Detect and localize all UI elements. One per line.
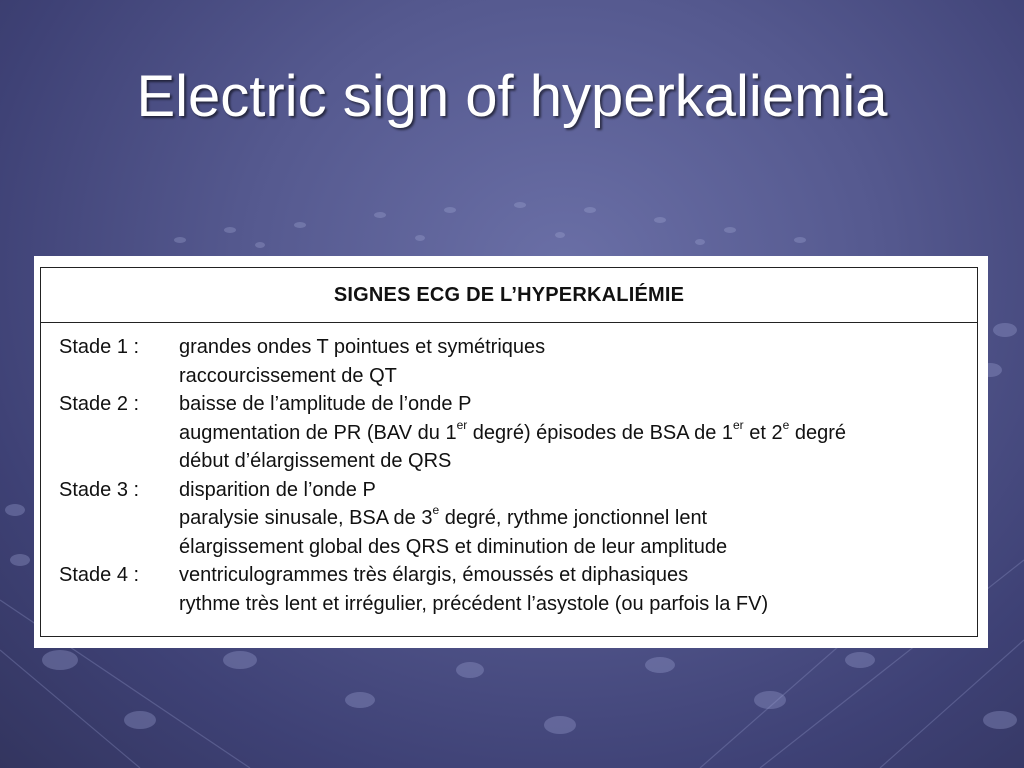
line-text: degré, rythme jonctionnel lent <box>439 507 708 529</box>
stage-line <box>179 561 977 590</box>
line-text: grandes ondes T pointues et symétriques <box>179 336 546 358</box>
table-body <box>41 323 977 618</box>
line-text: raccourcissement de QT <box>179 364 397 387</box>
stage-row <box>41 333 977 390</box>
stage-line <box>179 447 977 476</box>
stage-line <box>179 333 977 362</box>
slide-title: Electric sign of hyperkaliemia <box>136 64 888 129</box>
stage-line <box>179 390 977 419</box>
stage-label: Stade 3 : <box>59 478 140 501</box>
stage-description <box>179 333 977 390</box>
ecg-figure <box>34 256 988 648</box>
stage-line <box>179 504 977 533</box>
line-text: augmentation de PR (BAV du 1 <box>179 421 457 444</box>
superscript-text: er <box>733 417 744 432</box>
stage-line <box>179 419 977 448</box>
ecg-signs-table <box>40 267 978 637</box>
stage-description <box>179 390 977 476</box>
line-text: degré) épisodes de BSA de 1 <box>467 421 733 444</box>
stage-line <box>179 590 977 619</box>
superscript-text: e <box>432 503 440 518</box>
line-text: paralysie sinusale, BSA de 3 <box>179 507 433 529</box>
stage-row <box>41 476 977 562</box>
line-text: début d’élargissement de QRS <box>179 450 452 472</box>
stage-label: Stade 1 : <box>59 336 140 358</box>
stage-line <box>179 533 977 562</box>
line-text: élargissement global des QRS et diminution de leur amplitude <box>179 535 728 558</box>
stage-row <box>41 561 977 618</box>
line-text: et 2 <box>743 421 783 444</box>
stage-line <box>179 362 977 391</box>
stage-description <box>179 561 977 618</box>
superscript-text: e <box>782 417 790 432</box>
stage-label: Stade 4 : <box>59 564 140 586</box>
table-header: SIGNES ECG DE L’HYPERKALIÉMIE <box>41 268 977 323</box>
stage-description <box>179 476 977 562</box>
line-text: disparition de l’onde P <box>179 478 376 501</box>
line-text: baisse de l’amplitude de l’onde P <box>179 393 472 415</box>
stage-line <box>179 476 977 505</box>
line-text: degré <box>789 421 846 444</box>
stage-label: Stade 2 : <box>59 393 140 415</box>
superscript-text: er <box>456 417 468 432</box>
line-text: ventriculogrammes très élargis, émoussés et diphasiques <box>179 564 689 586</box>
line-text: rythme très lent et irrégulier, précédent l’asystole (ou parfois la FV) <box>179 592 769 615</box>
stage-row <box>41 390 977 476</box>
